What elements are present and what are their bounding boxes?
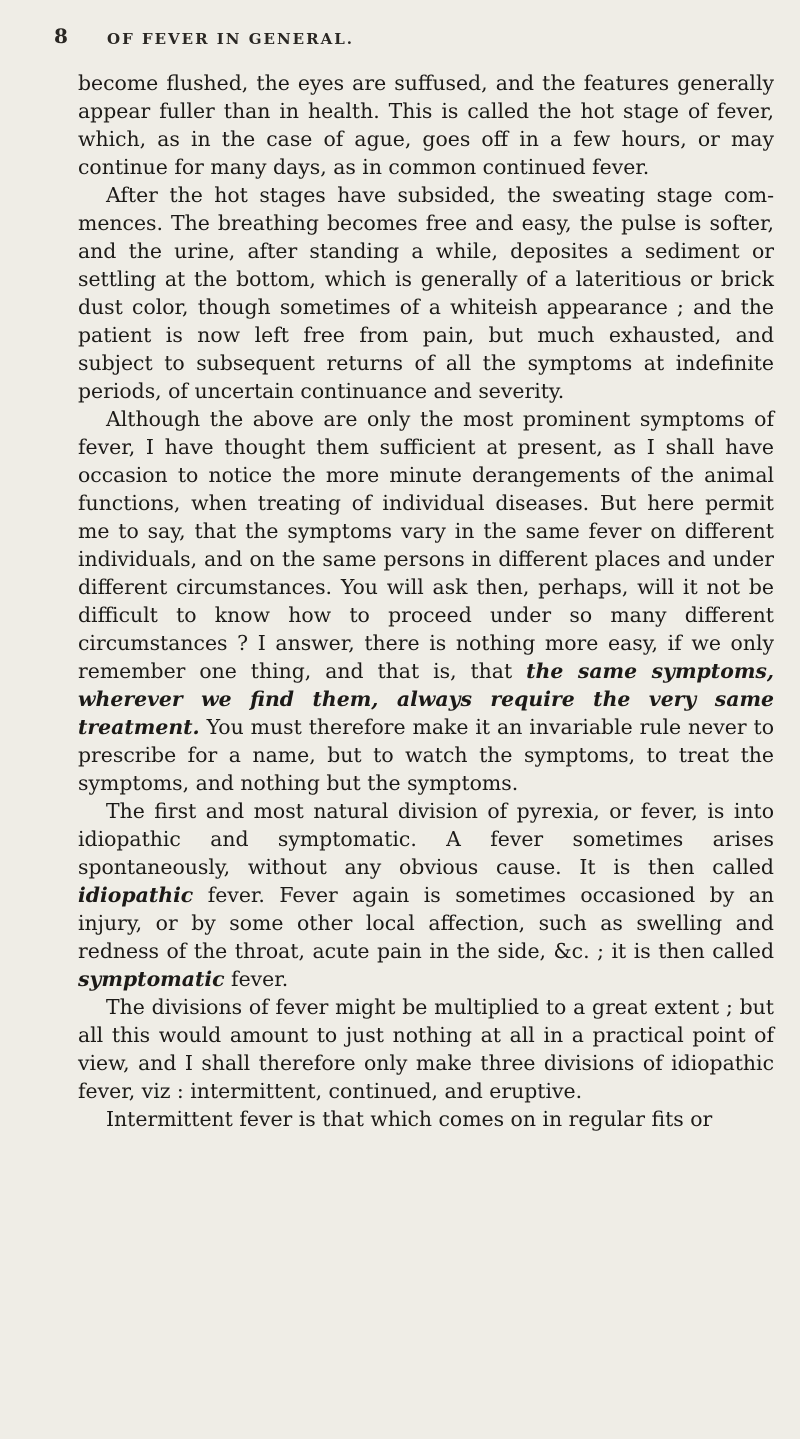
- emphasis-same-treatment: wherever we find them, always require the very same treatment.: [78, 687, 774, 739]
- paragraph-hot-stage: become flushed, the eyes are suffused, and the features generally appear fuller than in health. This is called the hot stage of fever, which, as in the case of ague, goes off in a few hours, or may continue for many days, as in common continued fever.: [78, 71, 774, 179]
- term-symptomatic: symptomatic: [78, 967, 225, 991]
- paragraph-division-middle: fever. Fever again is sometimes occasioned by an injury, or by some other local affection, such as swelling and redness of the throat, acute pain in the side, &c. ; it is then called: [78, 883, 774, 963]
- paragraph-division-start: The first and most natural division of pyrexia, or fever, is into idiopathic and symptomatic. A fever sometimes arises spontaneously, without any obvious cause. It is then called: [78, 799, 774, 879]
- emphasis-same-symptoms: the same symptoms,: [526, 659, 774, 683]
- paragraph-symptoms-start: Although the above are only the most prominent symptoms of fever, I have thought them sufficient at present, as I shall have occasion to notice the more minute derangements of the animal functions, when treating of individual diseases. But here permit me to say, that the symptoms vary in the same fever on different individuals, and on the same persons in different places and under different circumstances. You will ask then, perhaps, will it not be difficult to know how to proceed under so many different circumstances ? I answer, there is nothing more easy, if we only remember one thing, and that is, that: [78, 407, 774, 683]
- paragraph-three-divisions: The divisions of fever might be multiplied to a great extent ; but all this would amount to just nothing at all in a practical point of view, and I shall therefore only make three divisions of idiopathic fever, viz : intermittent, continued, and eruptive.: [78, 995, 774, 1103]
- term-idiopathic: idiopathic: [78, 883, 194, 907]
- paragraph-symptoms-end: You must therefore make it an invariable rule never to prescribe for a name, but to watch the symptoms, to treat the symptoms, and nothing but the symptoms.: [78, 715, 774, 795]
- running-title: OF FEVER IN GENERAL.: [107, 30, 354, 48]
- paragraph-division-end: fever.: [224, 967, 289, 991]
- body-text: [78, 69, 774, 1133]
- page-number: 8: [54, 24, 68, 48]
- paragraph-intermittent: Intermittent fever is that which comes on in regular fits or: [106, 1107, 713, 1131]
- paragraph-symptoms: [78, 405, 774, 797]
- running-head: [54, 0, 774, 48]
- paragraph-division: [78, 797, 774, 993]
- paragraph-sweating-stage: After the hot stages have subsided, the sweating stage commences. The breathing becomes free and easy, the pulse is softer, and the urine, after standing a while, deposites a sediment or settling at the bottom, which is generally of a lateritious or brick dust color, though sometimes of a whiteish appearance ; and the patient is now left free from pain, but much exhausted, and subject to subsequent returns of all the symptoms at indefinite periods, of uncertain continuance and severity.: [78, 183, 774, 403]
